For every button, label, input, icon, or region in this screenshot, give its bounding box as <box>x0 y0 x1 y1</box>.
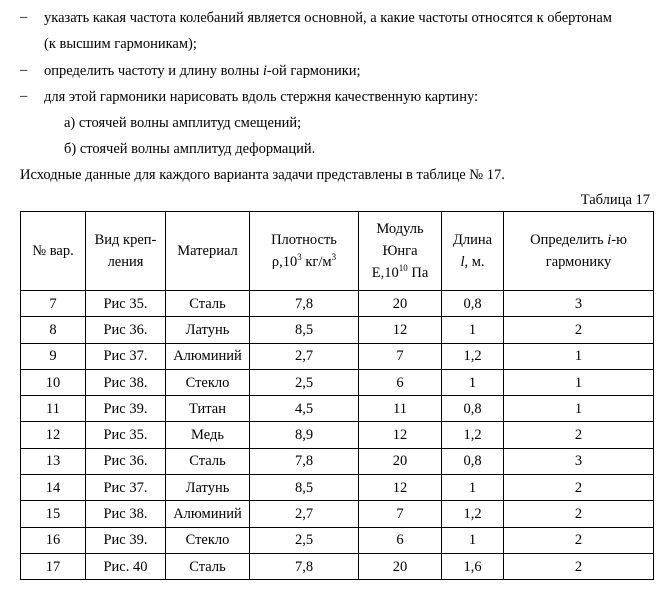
cell-density: 7,8 <box>250 553 359 579</box>
table-row <box>21 396 654 422</box>
cell-harmonic: 3 <box>504 291 654 317</box>
cell-length: 1,2 <box>442 422 504 448</box>
cell-mount: Рис 38. <box>86 501 166 527</box>
cell-density: 4,5 <box>250 396 359 422</box>
cell-density: 7,8 <box>250 291 359 317</box>
cell-mount: Рис 39. <box>86 396 166 422</box>
cell-material: Титан <box>166 396 250 422</box>
cell-harmonic: 1 <box>504 343 654 369</box>
table-caption: Таблица 17 <box>580 192 650 208</box>
table-row <box>21 448 654 474</box>
cell-harmonic: 2 <box>504 317 654 343</box>
cell-length: 0,8 <box>442 291 504 317</box>
intro-paragraph: Исходные данные для каждого варианта задачи представлены в таблице № 17. <box>20 167 505 183</box>
bullet-text: определить частоту и длину волны i-ой гармоники; <box>44 63 361 79</box>
cell-young: 12 <box>359 317 442 343</box>
cell-mount: Рис 36. <box>86 448 166 474</box>
cell-mount: Рис 37. <box>86 343 166 369</box>
cell-mount: Рис 35. <box>86 291 166 317</box>
cell-young: 7 <box>359 343 442 369</box>
cell-variant: 17 <box>21 553 86 579</box>
header-variant: № вар. <box>21 212 86 291</box>
sub-item-a: а) стоячей волны амплитуд смещений; <box>64 115 302 131</box>
cell-young: 12 <box>359 475 442 501</box>
cell-young: 20 <box>359 291 442 317</box>
cell-density: 8,5 <box>250 317 359 343</box>
cell-young: 12 <box>359 422 442 448</box>
data-table <box>20 211 654 580</box>
header-young-modulus: Модуль Юнга $Е,10^{10}$ Па <box>359 212 442 291</box>
cell-material: Латунь <box>166 317 250 343</box>
cell-harmonic: 2 <box>504 527 654 553</box>
cell-young: 6 <box>359 527 442 553</box>
cell-young: 6 <box>359 369 442 395</box>
sub-item-b: б) стоячей волны амплитуд деформаций. <box>64 141 316 157</box>
cell-material: Медь <box>166 422 250 448</box>
header-harmonic: Определить i-ю гармонику <box>504 212 654 291</box>
cell-material: Сталь <box>166 553 250 579</box>
cell-variant: 7 <box>21 291 86 317</box>
cell-length: 1,2 <box>442 501 504 527</box>
header-density: Плотность $\rho,10^3$ $кг/м^3$ <box>250 212 359 291</box>
cell-variant: 16 <box>21 527 86 553</box>
cell-harmonic: 2 <box>504 475 654 501</box>
table-header-row <box>21 212 654 291</box>
cell-mount: Рис 39. <box>86 527 166 553</box>
bullet-text: для этой гармоники нарисовать вдоль стержня качественную картину: <box>44 89 479 105</box>
cell-mount: Рис. 40 <box>86 553 166 579</box>
table-row <box>21 501 654 527</box>
cell-length: 1 <box>442 369 504 395</box>
cell-variant: 14 <box>21 475 86 501</box>
cell-length: 1 <box>442 317 504 343</box>
table-row <box>21 317 654 343</box>
cell-material: Стекло <box>166 527 250 553</box>
table-row <box>21 553 654 579</box>
cell-variant: 15 <box>21 501 86 527</box>
cell-density: 8,9 <box>250 422 359 448</box>
cell-density: 2,7 <box>250 501 359 527</box>
table-row <box>21 475 654 501</box>
cell-harmonic: 1 <box>504 396 654 422</box>
cell-mount: Рис 35. <box>86 422 166 448</box>
header-material: Материал <box>166 212 250 291</box>
cell-length: 1 <box>442 475 504 501</box>
cell-material: Алюминий <box>166 501 250 527</box>
cell-young: 20 <box>359 448 442 474</box>
bullet-dash: – <box>20 62 28 78</box>
cell-material: Сталь <box>166 448 250 474</box>
cell-harmonic: 2 <box>504 422 654 448</box>
cell-length: 1,2 <box>442 343 504 369</box>
cell-young: 11 <box>359 396 442 422</box>
cell-variant: 11 <box>21 396 86 422</box>
cell-density: 8,5 <box>250 475 359 501</box>
cell-mount: Рис 36. <box>86 317 166 343</box>
cell-density: 2,5 <box>250 527 359 553</box>
cell-material: Латунь <box>166 475 250 501</box>
table-row <box>21 422 654 448</box>
cell-material: Стекло <box>166 369 250 395</box>
cell-harmonic: 3 <box>504 448 654 474</box>
cell-young: 7 <box>359 501 442 527</box>
table-row <box>21 291 654 317</box>
table-row <box>21 343 654 369</box>
cell-harmonic: 2 <box>504 501 654 527</box>
bullet-text-continuation: (к высшим гармоникам); <box>44 36 197 52</box>
cell-variant: 10 <box>21 369 86 395</box>
cell-mount: Рис 37. <box>86 475 166 501</box>
table-row <box>21 369 654 395</box>
cell-young: 20 <box>359 553 442 579</box>
cell-variant: 9 <box>21 343 86 369</box>
cell-variant: 12 <box>21 422 86 448</box>
cell-length: 0,8 <box>442 448 504 474</box>
table-row <box>21 527 654 553</box>
header-length: Длина l, м. <box>442 212 504 291</box>
cell-length: 0,8 <box>442 396 504 422</box>
header-mount: Вид креп- ления <box>86 212 166 291</box>
cell-variant: 13 <box>21 448 86 474</box>
cell-density: 7,8 <box>250 448 359 474</box>
cell-mount: Рис 38. <box>86 369 166 395</box>
cell-variant: 8 <box>21 317 86 343</box>
cell-length: 1,6 <box>442 553 504 579</box>
cell-harmonic: 1 <box>504 369 654 395</box>
bullet-dash: – <box>20 9 28 25</box>
cell-material: Алюминий <box>166 343 250 369</box>
cell-density: 2,5 <box>250 369 359 395</box>
cell-harmonic: 2 <box>504 553 654 579</box>
cell-length: 1 <box>442 527 504 553</box>
cell-material: Сталь <box>166 291 250 317</box>
bullet-text: указать какая частота колебаний является основной, а какие частоты относятся к обертонам <box>44 10 612 26</box>
cell-density: 2,7 <box>250 343 359 369</box>
bullet-dash: – <box>20 88 28 104</box>
